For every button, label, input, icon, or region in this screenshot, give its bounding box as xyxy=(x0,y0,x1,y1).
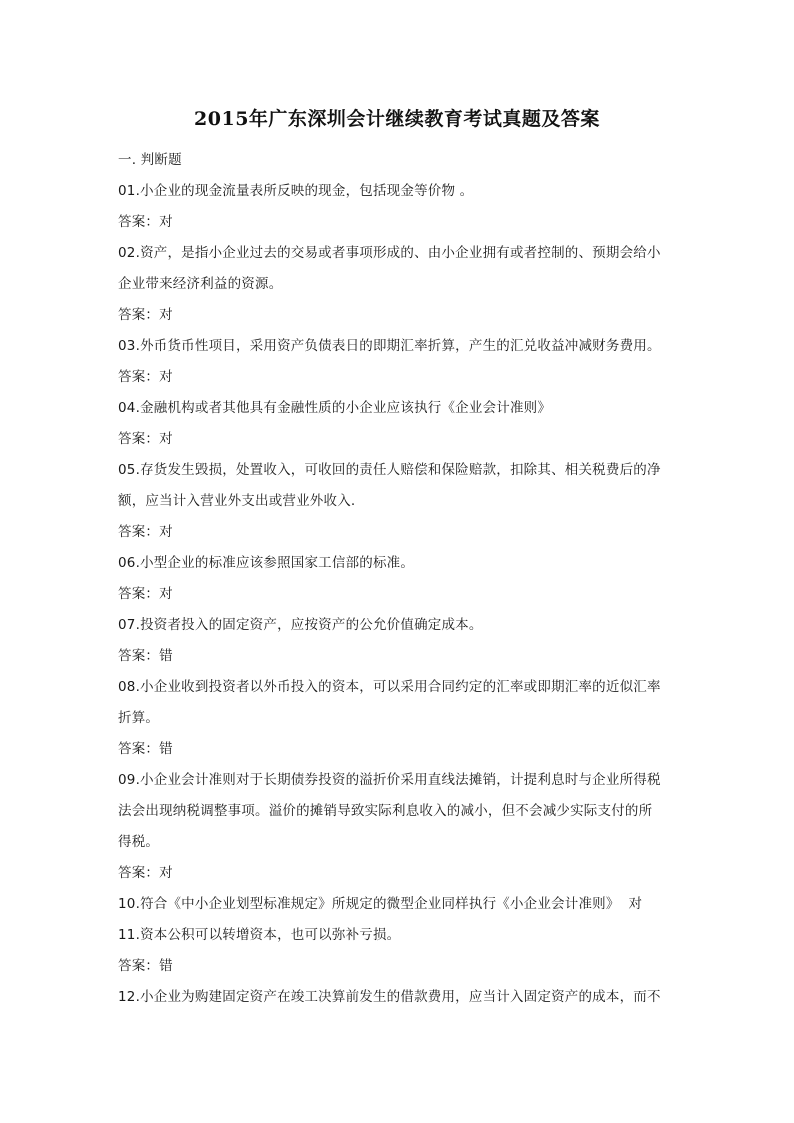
question-text: 07.投资者投入的固定资产，应按资产的公允价值确定成本。 xyxy=(118,617,483,633)
question-text: 额，应当计入营业外支出或营业外收入. xyxy=(118,493,356,509)
question-text: 06.小型企业的标准应该参照国家工信部的标准。 xyxy=(118,555,415,571)
document-title: 2015年广东深圳会计继续教育考试真题及答案 xyxy=(194,108,600,130)
answer-text: 答案：对 xyxy=(118,431,173,447)
answer-text: 答案：对 xyxy=(118,586,173,602)
document-body xyxy=(118,145,678,1013)
answer-text: 答案：错 xyxy=(118,741,173,757)
answer-text: 答案：错 xyxy=(118,958,173,974)
answer-text: 答案：对 xyxy=(118,214,173,230)
section-heading: 一. 判断题 xyxy=(118,152,182,168)
question-text: 得税。 xyxy=(118,834,160,850)
answer-text: 答案：对 xyxy=(118,865,173,881)
answer-text: 答案：对 xyxy=(118,369,173,385)
question-text: 04.金融机构或者其他具有金融性质的小企业应该执行《企业会计准则》 xyxy=(118,400,552,416)
question-text: 法会出现纳税调整事项。溢价的摊销导致实际利息收入的减小，但不会减少实际支付的所 xyxy=(118,803,653,819)
answer-text: 答案：对 xyxy=(118,524,173,540)
question-text: 01.小企业的现金流量表所反映的现金，包括现金等价物 。 xyxy=(118,183,474,199)
question-text: 02.资产，是指小企业过去的交易或者事项形成的、由小企业拥有或者控制的、预期会给小 xyxy=(118,245,661,261)
question-text: 03.外币货币性项目，采用资产负债表日的即期汇率折算，产生的汇兑收益冲减财务费用。 xyxy=(118,338,661,354)
question-text: 05.存货发生毁损，处置收入，可收回的责任人赔偿和保险赔款，扣除其、相关税费后的净 xyxy=(118,462,661,478)
question-text: 折算。 xyxy=(118,710,160,726)
question-text: 企业带来经济利益的资源。 xyxy=(118,276,283,292)
answer-text: 答案：错 xyxy=(118,648,173,664)
question-text: 12.小企业为购建固定资产在竣工决算前发生的借款费用，应当计入固定资产的成本，而不 xyxy=(118,989,661,1005)
question-text: 10.符合《中小企业划型标准规定》所规定的微型企业同样执行《小企业会计准则》 对 xyxy=(118,896,643,912)
answer-text: 答案：对 xyxy=(118,307,173,323)
question-text: 11.资本公积可以转增资本，也可以弥补亏损。 xyxy=(118,927,401,943)
question-text: 09.小企业会计准则对于长期债券投资的溢折价采用直线法摊销，计提利息时与企业所得税 xyxy=(118,772,661,788)
question-text: 08.小企业收到投资者以外币投入的资本，可以采用合同约定的汇率或即期汇率的近似汇率 xyxy=(118,679,661,695)
